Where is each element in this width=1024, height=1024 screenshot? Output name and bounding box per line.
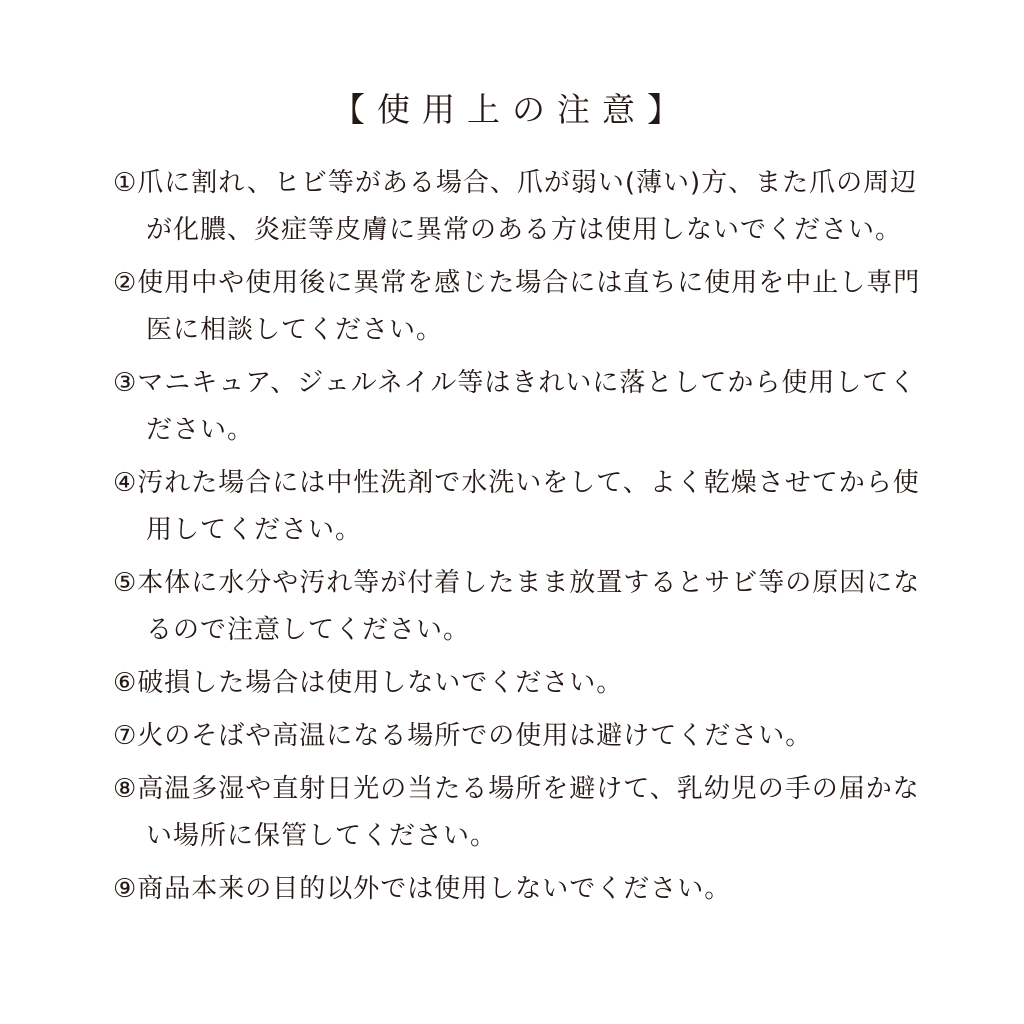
precaution-item-9: ⑨商品本来の目的以外では使用しないでください。: [113, 874, 732, 904]
precautions-list: [113, 160, 923, 919]
precaution-item-4: ④汚れた場合には中性洗剤で水洗いをして、よく乾燥させてから使用してください。: [113, 468, 920, 545]
precaution-item-7: ⑦火のそばや高温になる場所での使用は避けてください。: [113, 721, 813, 751]
precaution-item-8: ⑧高温多湿や直射日光の当たる場所を避けて、乳幼児の手の届かない場所に保管してください。: [113, 774, 920, 851]
precaution-item-3: ③マニキュア、ジェルネイル等はきれいに落としてから使用してください。: [113, 368, 917, 445]
precaution-item-1: ①爪に割れ、ヒビ等がある場合、爪が弱い(薄い)方、また爪の周辺が化膿、炎症等皮膚に異常のある方は使用しないでください。: [113, 168, 918, 245]
page-title: 【使用上の注意】: [332, 90, 692, 129]
precaution-item-2: ②使用中や使用後に異常を感じた場合には直ちに使用を中止し専門医に相談してください。: [113, 268, 921, 345]
precaution-item-6: ⑥破損した場合は使用しないでください。: [113, 668, 624, 698]
precaution-item-5: ⑤本体に水分や汚れ等が付着したまま放置するとサビ等の原因になるので注意してください。: [113, 568, 921, 645]
